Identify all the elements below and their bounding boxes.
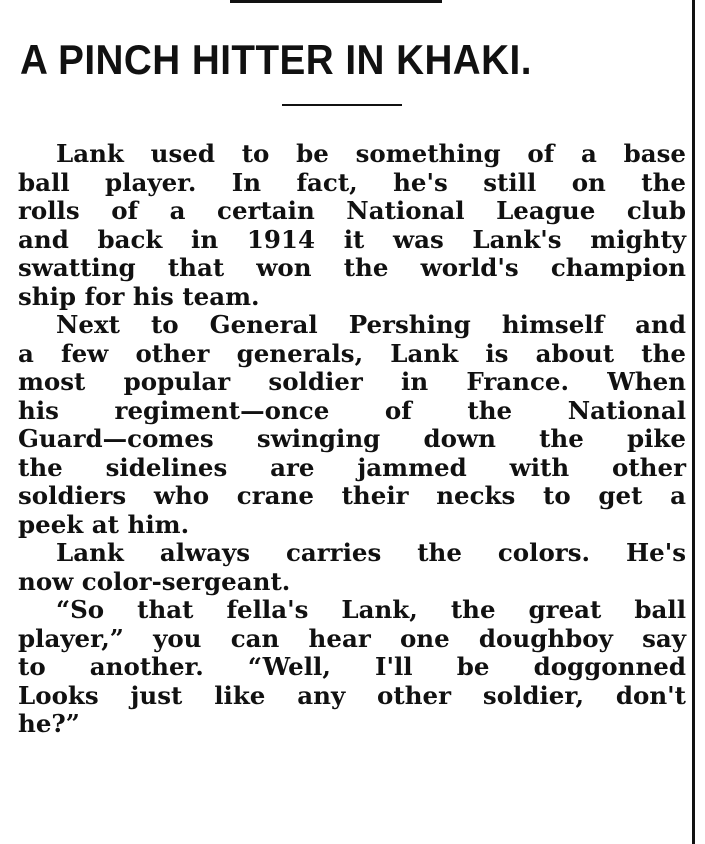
top-rule [230, 0, 442, 3]
article-line: Lank used to be something of a base [56, 139, 686, 168]
article-line: Next to General Pershing himself and [56, 310, 686, 339]
article-line: Lank always carries the colors. He's [56, 538, 686, 567]
article-line: ship for his team. [18, 281, 260, 311]
article-line: most popular soldier in France. When [18, 367, 686, 396]
article-line: Guard—comes swinging down the pike [18, 424, 686, 453]
article-line: he?” [18, 709, 80, 738]
article-line: ball player. In fact, he's still on the [18, 167, 686, 197]
column-rule [692, 0, 695, 844]
article-line: a few other generals, Lank is about the [18, 338, 686, 368]
article-line: player,” you can hear one doughboy say [18, 623, 686, 653]
headline-rule [282, 104, 402, 106]
article-line: soldiers who crane their necks to get a [18, 481, 686, 510]
article-line: his regiment—once of the National [18, 395, 686, 425]
article-line: peek at him. [18, 509, 190, 539]
headline: A PINCH HITTER IN KHAKI. [20, 36, 532, 83]
article-line: “So that fella's Lank, the great ball [56, 595, 686, 624]
article-line: Looks just like any other soldier, don't [18, 680, 686, 710]
article-body [18, 140, 686, 739]
article-line: rolls of a certain National League club [18, 196, 686, 225]
article-line: to another. “Well, I'll be doggonned [18, 652, 686, 681]
article-line: swatting that won the world's champion [18, 253, 686, 282]
article-line: and back in 1914 it was Lank's mighty [18, 224, 686, 254]
article-line: now color-sergeant. [18, 566, 291, 596]
article-line: the sidelines are jammed with other [18, 452, 686, 482]
